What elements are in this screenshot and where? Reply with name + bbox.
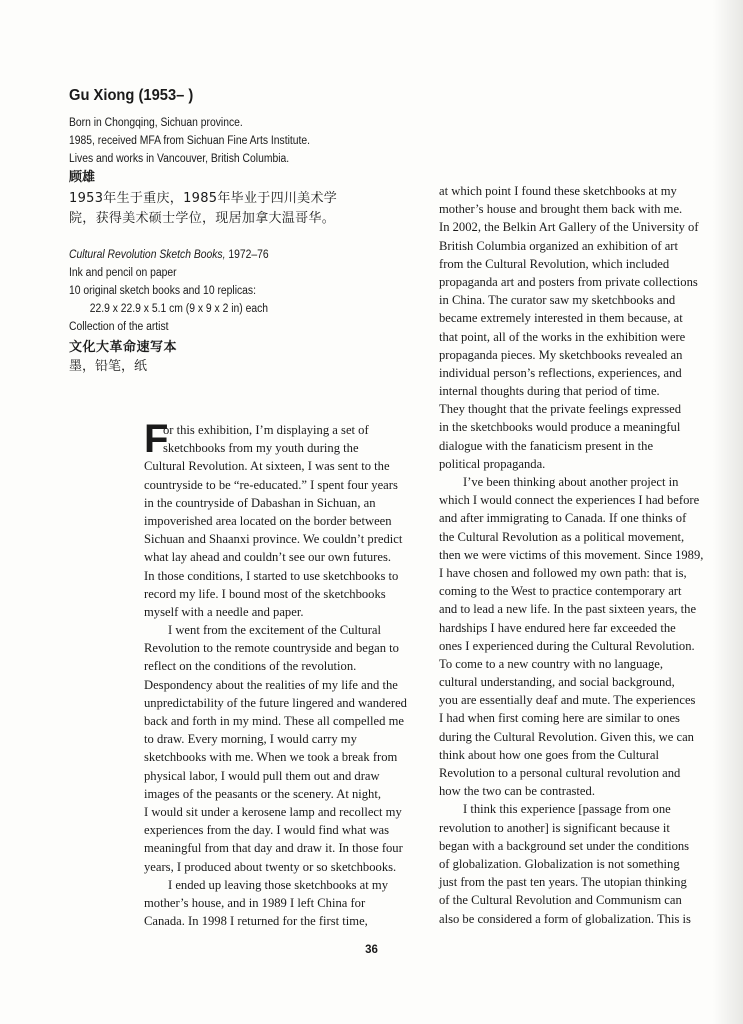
essay-line: in the sketchbooks would produce a meaningful xyxy=(439,420,681,435)
essay-line: I think this experience [passage from one xyxy=(463,802,671,817)
essay-line: dialogue with the fanaticism present in the xyxy=(439,438,654,453)
essay-line: images of the peasants or the scenery. At night, xyxy=(144,786,381,801)
essay-line: coming to the West to practice contemporary art xyxy=(439,584,682,599)
essay-line: Cultural Revolution. At sixteen, I was sent to the xyxy=(144,459,390,474)
essay-line: from the Cultural Revolution, which included xyxy=(439,256,670,271)
essay-line: Revolution to a personal cultural revolution and xyxy=(439,766,681,780)
essay-right-column xyxy=(439,182,709,928)
essay-line: to draw. Every morning, I would carry my xyxy=(144,732,357,747)
chinese-work-title: 文化大革命速写本 xyxy=(69,340,178,355)
page-edge-shadow xyxy=(713,0,743,1024)
essay-line: They thought that the private feelings expressed xyxy=(439,402,682,417)
essay-line: In 2002, the Belkin Art Gallery of the University of xyxy=(439,220,699,235)
essay-line: during the Cultural Revolution. Given this, we can xyxy=(439,729,694,744)
essay-line: then we were victims of this movement. Since 1989, xyxy=(439,547,704,562)
essay-line: at which point I found these sketchbooks at my xyxy=(439,184,677,198)
chinese-bio-line: 1953年生于重庆，1985年毕业于四川美术学 xyxy=(69,191,338,206)
essay-line: how the two can be contrasted. xyxy=(439,784,595,799)
essay-line: mother’s house and brought them back with me. xyxy=(439,202,683,217)
essay-line: Sichuan and Shaanxi province. We couldn’t predict xyxy=(144,532,403,547)
essay-line: sketchbooks with me. When we took a break from xyxy=(144,750,398,765)
bio-line: Lives and works in Vancouver, British Columbia. xyxy=(69,153,290,165)
essay-line: In those conditions, I started to use sketchbooks to xyxy=(144,568,399,583)
bio-line: Born in Chongqing, Sichuan province. xyxy=(69,117,243,129)
essay-line: physical labor, I would pull them out and draw xyxy=(144,768,380,783)
artist-info xyxy=(69,86,399,229)
essay-line: meaningful from that day and draw it. In those four xyxy=(144,841,403,856)
essay-line: which I would connect the experiences I had before xyxy=(439,493,700,508)
work-dimensions: 22.9 x 22.9 x 5.1 cm (9 x 9 x 2 in) each xyxy=(89,303,269,315)
essay-line: also be considered a form of globalization. This is xyxy=(439,911,691,926)
essay-line: I’ve been thinking about another project in xyxy=(463,475,679,489)
work-title-italic: Cultural Revolution Sketch Books, xyxy=(69,249,226,261)
essay-line: mother’s house, and in 1989 I left China for xyxy=(144,895,366,910)
essay-line: what lay ahead and couldn’t see our own futures. xyxy=(144,550,392,565)
work-title-date: 1972–76 xyxy=(225,249,269,261)
essay-line: you are essentially deaf and mute. The experiences xyxy=(439,693,696,708)
essay-line: propaganda pieces. My sketchbooks revealed an xyxy=(439,347,683,362)
essay-line: back and forth in my mind. These all compelled me xyxy=(144,714,404,728)
essay-left-column xyxy=(144,417,414,930)
essay-line: began with a background set under the conditions xyxy=(439,838,690,853)
essay-line: and after immigrating to Canada. If one thinks of xyxy=(439,511,687,526)
work-collection: Collection of the artist xyxy=(69,321,169,333)
essay-line: impoverished area located on the border between xyxy=(144,513,392,528)
drop-cap: F xyxy=(144,417,169,461)
essay-line: Despondency about the realities of my life and the xyxy=(144,677,398,692)
essay-line: just from the past ten years. The utopian thinking xyxy=(439,875,687,890)
essay-line: To come to a new country with no language, xyxy=(439,656,663,671)
essay-line: cultural understanding, and social background, xyxy=(439,675,675,690)
essay-line: hardships I have endured here far exceeded the xyxy=(439,620,676,635)
work-medium: Ink and pencil on paper xyxy=(69,267,177,279)
work-info xyxy=(69,246,399,376)
essay-line: I would sit under a kerosene lamp and recollect my xyxy=(144,804,402,819)
essay-line: political propaganda. xyxy=(439,456,546,471)
essay-line: Canada. In 1998 I returned for the first time, xyxy=(144,914,368,929)
chinese-bio-line: 院，获得美术硕士学位，现居加拿大温哥华。 xyxy=(69,211,336,226)
essay-line: revolution to another] is significant because it xyxy=(439,820,670,835)
essay-line: record my life. I bound most of the sketchbooks xyxy=(144,586,386,601)
page-number: 36 xyxy=(365,944,378,956)
essay-line: reflect on the conditions of the revolution. xyxy=(144,659,357,674)
essay-line: years, I produced about twenty or so sketchbooks. xyxy=(144,859,397,874)
essay-line: I have chosen and followed my own path: that is, xyxy=(439,565,687,580)
essay-line: Revolution to the remote countryside and began to xyxy=(144,641,399,656)
chinese-artist-name: 顾雄 xyxy=(69,170,96,185)
essay-line: became extremely interested in them because, at xyxy=(439,311,683,326)
essay-line: in the countryside of Dabashan in Sichuan, an xyxy=(144,495,376,510)
essay-line: or this exhibition, I’m displaying a set of xyxy=(163,423,369,437)
essay-line: I went from the excitement of the Cultural xyxy=(168,623,381,638)
essay-line: unpredictability of the future lingered and wandered xyxy=(144,695,407,710)
essay-line: sketchbooks from my youth during the xyxy=(163,441,359,456)
essay-line: I ended up leaving those sketchbooks at my xyxy=(168,877,388,892)
drop-cap-paragraph-start xyxy=(144,417,414,461)
essay-line: ones I experienced during the Cultural Revolution. xyxy=(439,638,695,653)
essay-line: myself with a needle and paper. xyxy=(144,604,304,619)
essay-line: that point, all of the works in the exhibition were xyxy=(439,329,686,344)
chinese-work-medium: 墨，铅笔，纸 xyxy=(69,359,148,374)
essay-line: the Cultural Revolution as a political movement, xyxy=(439,529,685,544)
essay-line: propaganda art and posters from private collections xyxy=(439,274,698,289)
essay-line: of globalization. Globalization is not something xyxy=(439,856,680,871)
essay-line: British Columbia organized an exhibition of art xyxy=(439,238,679,253)
essay-line: individual person’s reflections, experiences, and xyxy=(439,365,682,380)
essay-line: of the Cultural Revolution and Communism can xyxy=(439,893,682,908)
essay-line: think about how one goes from the Cultural xyxy=(439,747,660,762)
essay-line: experiences from the day. I would find what was xyxy=(144,823,390,838)
essay-line: and to lead a new life. In the past sixteen years, the xyxy=(439,602,697,617)
essay-line: in China. The curator saw my sketchbooks and xyxy=(439,293,676,308)
bio-line: 1985, received MFA from Sichuan Fine Arts Institute. xyxy=(69,135,311,147)
work-title xyxy=(69,246,366,264)
essay-line: I had when first coming here are similar to ones xyxy=(439,711,680,726)
work-edition: 10 original sketch books and 10 replicas: xyxy=(69,285,256,297)
essay-line: internal thoughts during that period of time. xyxy=(439,384,660,399)
chinese-bio xyxy=(69,189,399,229)
essay-line: countryside to be “re-educated.” I spent four years xyxy=(144,477,398,492)
artist-name: Gu Xiong (1953– ) xyxy=(69,87,194,104)
